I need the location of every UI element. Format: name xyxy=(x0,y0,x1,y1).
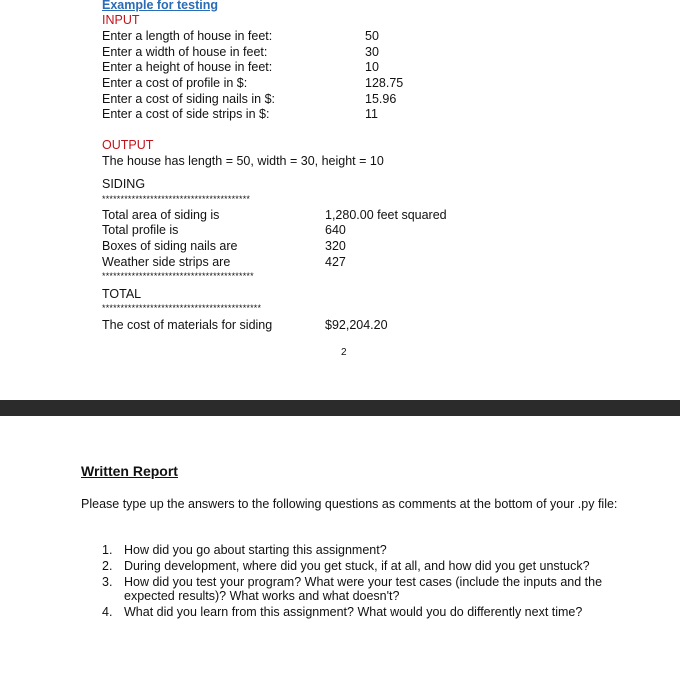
question-text: What did you learn from this assignment? What would you do differently next time? xyxy=(124,605,583,619)
stars-divider-total: ******************************************* xyxy=(102,303,262,313)
input-label-strips: Enter a cost of side strips in $: xyxy=(102,107,270,121)
result-value-nails: 320 xyxy=(325,239,346,253)
output-label: OUTPUT xyxy=(102,138,154,152)
question-item xyxy=(102,575,614,603)
example-heading: Example for testing xyxy=(102,0,218,12)
cost-label: The cost of materials for siding xyxy=(102,318,273,332)
input-label-width: Enter a width of house in feet: xyxy=(102,45,268,59)
total-label: TOTAL xyxy=(102,287,142,301)
question-number: 3. xyxy=(102,575,113,589)
input-label: INPUT xyxy=(102,13,140,27)
siding-label: SIDING xyxy=(102,177,146,191)
page-number: 2 xyxy=(341,347,347,358)
stars-divider-siding: **************************************** xyxy=(102,194,251,204)
result-label-nails: Boxes of siding nails are xyxy=(102,239,238,253)
report-title: Written Report xyxy=(81,463,178,479)
question-number: 1. xyxy=(102,543,113,557)
page-separator-bar xyxy=(0,400,680,416)
house-dimensions-line: The house has length = 50, width = 30, height = 10 xyxy=(102,154,384,168)
result-label-strips: Weather side strips are xyxy=(102,255,231,269)
input-label-nails: Enter a cost of siding nails in $: xyxy=(102,92,276,106)
report-intro: Please type up the answers to the following questions as comments at the bottom of your .py file: xyxy=(81,497,618,511)
input-value-strips: 11 xyxy=(365,107,378,121)
question-number: 4. xyxy=(102,605,113,619)
question-number: 2. xyxy=(102,559,113,573)
question-text: How did you test your program? What were your test cases (include the inputs and the expected results)? What works and what doesn't? xyxy=(124,575,603,603)
result-value-strips: 427 xyxy=(325,255,346,269)
question-item xyxy=(102,559,614,573)
input-value-nails: 15.96 xyxy=(365,92,397,106)
question-text: How did you go about starting this assignment? xyxy=(124,543,387,557)
question-item xyxy=(102,543,614,557)
input-label-height: Enter a height of house in feet: xyxy=(102,60,273,74)
result-value-profile: 640 xyxy=(325,223,346,237)
questions-list xyxy=(102,543,614,621)
result-label-profile: Total profile is xyxy=(102,223,179,237)
result-value-area: 1,280.00 feet squared xyxy=(325,208,447,222)
stars-divider-results: ***************************************** xyxy=(102,271,254,281)
input-value-length: 50 xyxy=(365,29,379,43)
question-text: During development, where did you get stuck, if at all, and how did you get unstuck? xyxy=(124,559,590,573)
input-value-width: 30 xyxy=(365,45,379,59)
question-item xyxy=(102,605,614,619)
input-label-profile: Enter a cost of profile in $: xyxy=(102,76,248,90)
cost-value: $92,204.20 xyxy=(325,318,388,332)
result-label-area: Total area of siding is xyxy=(102,208,220,222)
input-value-height: 10 xyxy=(365,60,379,74)
input-value-profile: 128.75 xyxy=(365,76,404,90)
input-label-length: Enter a length of house in feet: xyxy=(102,29,273,43)
